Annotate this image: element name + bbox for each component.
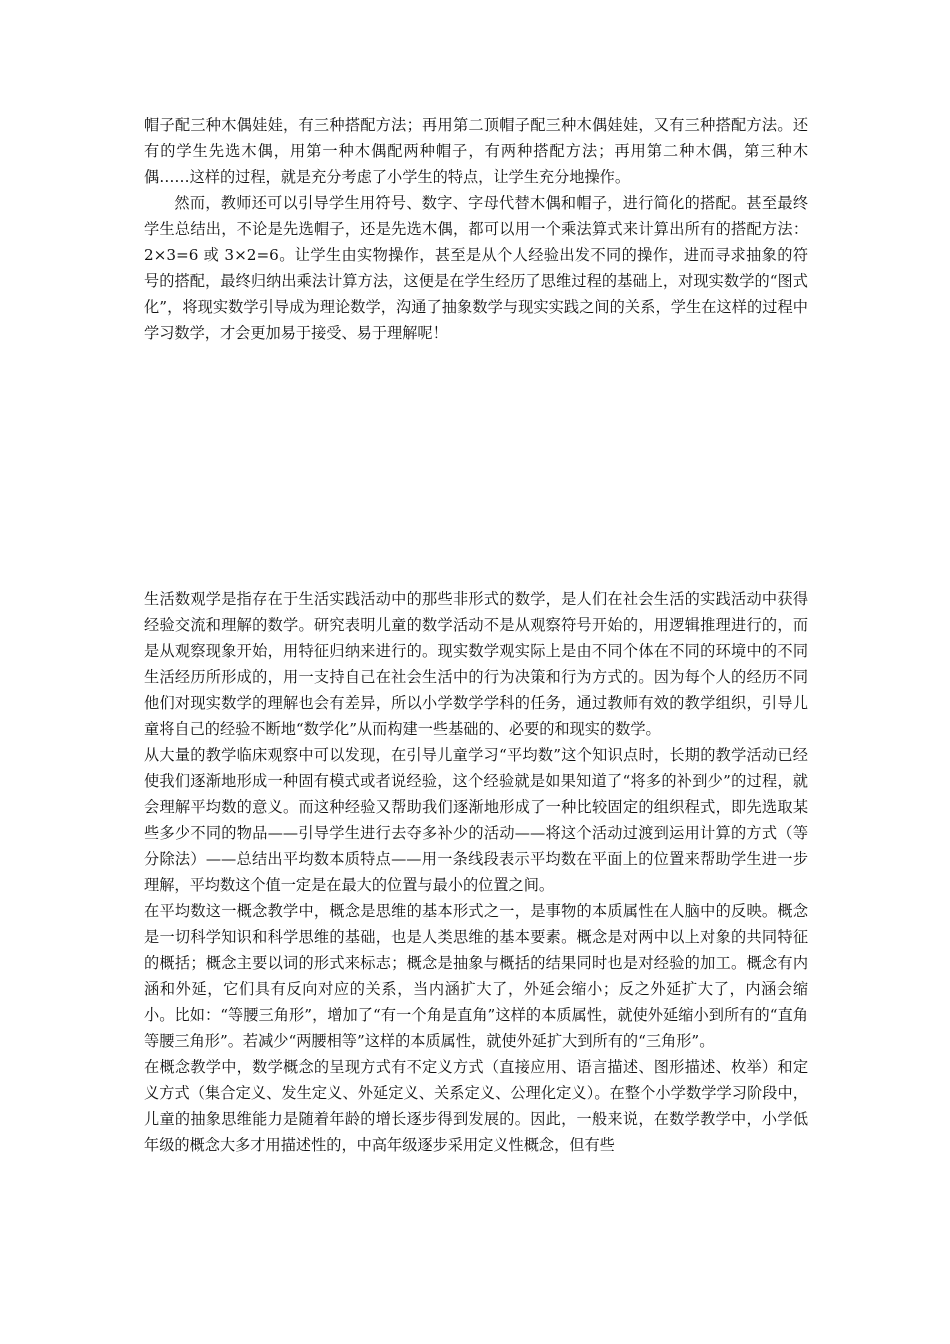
paragraph: 然而，教师还可以引导学生用符号、数字、字母代替木偶和帽子，进行简化的搭配。甚至最终学生总结出，不论是先选帽子，还是先选木偶，都可以用一个乘法算式来计算出所有的搭配方法：2×3=6 或 3×2=6。让学生由实物操作，甚至是从个人经验出发不同的操作，进而寻求抽象的符号的搭配，最终归纳出乘法计算方法，这便是在学生经历了思维过程的基础上，对现实数学的“图式化”，将现实数学引导成为理论数学，沟通了抽象数学与现实实践之间的关系，学生在这样的过程中学习数学，才会更加易于接受、易于理解呢！	[144, 194, 808, 342]
paragraph: 生活数观学是指存在于生活实践活动中的那些非形式的数学，是人们在社会生活的实践活动中获得经验交流和理解的数学。研究表明儿童的数学活动不是从观察符号开始的，用逻辑推理进行的，而是从观察现象开始，用特征归纳来进行的。现实数学观实际上是由不同个体在不同的环境中的不同生活经历所形成的，用一支持自己在社会生活中的行为决策和行为方式的。因为每个人的经历不同他们对现实数学的理解也会有差异，所以小学数学学科的任务，通过教师有效的教学组织，引导儿童将自己的经验不断地“数学化”从而构建一些基础的、必要的和现实的数学。	[144, 590, 808, 738]
top-text-block	[144, 112, 808, 346]
paragraph: 在平均数这一概念教学中，概念是思维的基本形式之一，是事物的本质属性在人脑中的反映。概念是一切科学知识和科学思维的基础，也是人类思维的基本要素。概念是对两中以上对象的共同特征的概括；概念主要以词的形式来标志；概念是抽象与概括的结果同时也是对经验的加工。概念有内涵和外延，它们具有反向对应的关系，当内涵扩大了，外延会缩小；反之外延扩大了，内涵会缩小。比如：“等腰三角形”，增加了“有一个角是直角”这样的本质属性，就使外延缩小到所有的“直角等腰三角形”。若减少“两腰相等”这样的本质属性，就使外延扩大到所有的“三角形”。	[144, 902, 808, 1050]
paragraph: 从大量的教学临床观察中可以发现，在引导儿童学习“平均数”这个知识点时，长期的教学活动已经使我们逐渐地形成一种固有模式或者说经验，这个经验就是如果知道了“将多的补到少”的过程，就会理解平均数的意义。而这种经验又帮助我们逐渐地形成了一种比较固定的组织程式，即先选取某些多少不同的物品——引导学生进行去夺多补少的活动——将这个活动过渡到运用计算的方式（等分除法）——总结出平均数本质特点——用一条线段表示平均数在平面上的位置来帮助学生进一步理解，平均数这个值一定是在最大的位置与最小的位置之间。	[144, 746, 808, 894]
paragraph: 在概念教学中，数学概念的呈现方式有不定义方式（直接应用、语言描述、图形描述、枚举）和定义方式（集合定义、发生定义、外延定义、关系定义、公理化定义）。在整个小学数学学习阶段中，儿童的抽象思维能力是随着年龄的增长逐步得到发展的。因此，一般来说，在数学教学中，小学低年级的概念大多才用描述性的，中高年级逐步采用定义性概念，但有些	[144, 1058, 808, 1154]
paragraph: 帽子配三种木偶娃娃，有三种搭配方法；再用第二顶帽子配三种木偶娃娃，又有三种搭配方法。还有的学生先选木偶，用第一种木偶配两种帽子，有两种搭配方法；再用第二种木偶，第三种木偶……这样的过程，就是充分考虑了小学生的特点，让学生充分地操作。	[144, 116, 808, 186]
bottom-text-block	[144, 586, 808, 1158]
